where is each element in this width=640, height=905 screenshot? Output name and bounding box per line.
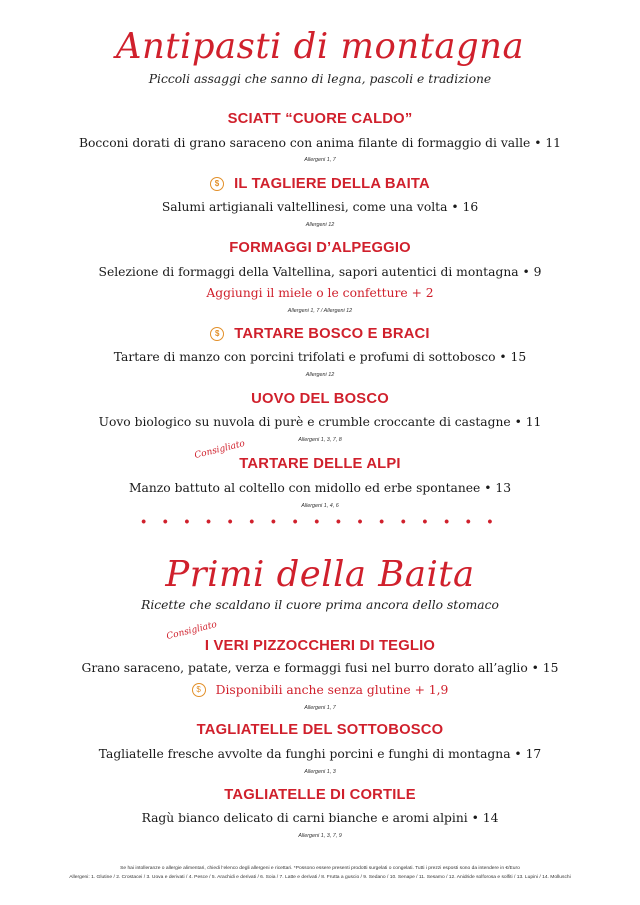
gluten-free-badge-icon: $	[210, 177, 224, 191]
dish-allergens: Allergeni 1, 3, 7, 8	[298, 437, 342, 443]
dish-description: Bocconi dorati di grano saraceno con anima filante di formaggio di valle • 11	[78, 136, 562, 150]
dish-extra-row	[0, 683, 640, 697]
dish-description: Grano saraceno, patate, verza e formaggi fusi nel burro dorato all’aglio • 15	[81, 661, 559, 675]
dish-allergens: Allergeni 1, 7	[304, 705, 336, 711]
dish-allergens: Allergeni 1, 7 / Allergeni 12	[287, 308, 353, 314]
dish-description: Selezione di formaggi della Valtellina, sapori autentici di montagna • 9	[98, 265, 542, 279]
dish-description: Tartare di manzo con porcini trifolati e profumi di sottobosco • 15	[113, 350, 527, 364]
dish-extra: Aggiungi il miele o le confetture + 2	[206, 286, 434, 300]
dish-name: TARTARE DELLE ALPI	[239, 456, 401, 472]
dish-description: Uovo biologico su nuvola di purè e crumble croccante di castagne • 11	[98, 415, 542, 429]
section-title-primi: Primi della Baita	[165, 554, 475, 595]
dish-allergens: Allergeni 12	[305, 372, 335, 378]
dish-description: Manzo battuto al coltello con midollo ed erbe spontanee • 13	[128, 481, 512, 495]
dish-description: Salumi artigianali valtellinesi, come una volta • 16	[161, 200, 479, 214]
dish-allergens: Allergeni 12	[305, 222, 335, 228]
dish-name: TARTARE BOSCO E BRACI	[234, 326, 430, 342]
dish-name: UOVO DEL BOSCO	[251, 391, 389, 407]
dish-name-row	[0, 326, 640, 342]
dish-name-row	[0, 176, 640, 192]
dish-name: FORMAGGI D’ALPEGGIO	[229, 240, 411, 256]
dish-allergens: Allergeni 1, 3, 7, 9	[298, 833, 342, 839]
dish-allergens: Allergeni 1, 3	[304, 769, 336, 775]
dish-allergens: Allergeni 1, 4, 6	[301, 503, 339, 509]
dish-name: SCIATT “CUORE CALDO”	[227, 111, 413, 127]
dish-name: TAGLIATELLE DI CORTILE	[224, 787, 416, 803]
section-title-antipasti: Antipasti di montagna	[115, 26, 525, 67]
footer-allergy-note: Se hai intolleranze o allergie alimentari, chiedi l’elenco degli allergeni e ricettari. *Possono essere presenti prodotti surgelati o congelati. Tutti i prezzi esposti sono da intendere in €/Euro	[120, 866, 520, 871]
dish-description: Ragù bianco delicato di carni bianche e aromi alpini • 14	[141, 811, 499, 825]
gluten-free-badge-icon: $	[210, 327, 224, 341]
footer-allergen-legend: Allergeni: 1. Glutine / 2. Crostacei / 3. Uova e derivati / 4. Pesce / 5. Arachidi e derivati / 6. Soia / 7. Latte e derivati / 8. Frutta a guscio / 9. Sedano / 10. Senape / 11. Sesamo / 12. Anidride solforosa e solfiti / 13. Lupini / 14. Molluschi	[69, 875, 571, 880]
dish-allergens: Allergeni 1, 7	[304, 157, 336, 163]
section-subtitle-antipasti: Piccoli assaggi che sanno di legna, pascoli e tradizione	[148, 72, 492, 86]
section-divider: • • • • • • • • • • • • • • • • •	[141, 514, 499, 529]
dish-name: TAGLIATELLE DEL SOTTOBOSCO	[196, 722, 444, 738]
recommended-tag: Consigliato	[193, 438, 246, 462]
gluten-free-badge-icon: $	[192, 683, 206, 697]
dish-name: I VERI PIZZOCCHERI DI TEGLIO	[204, 638, 436, 654]
recommended-tag: Consigliato	[165, 619, 218, 643]
dish-description: Tagliatelle fresche avvolte da funghi porcini e funghi di montagna • 17	[98, 747, 542, 761]
section-subtitle-primi: Ricette che scaldano il cuore prima ancora dello stomaco	[141, 598, 499, 612]
dish-extra: Disponibili anche senza glutine + 1,9	[215, 683, 449, 697]
dish-name: IL TAGLIERE DELLA BAITA	[234, 176, 430, 192]
